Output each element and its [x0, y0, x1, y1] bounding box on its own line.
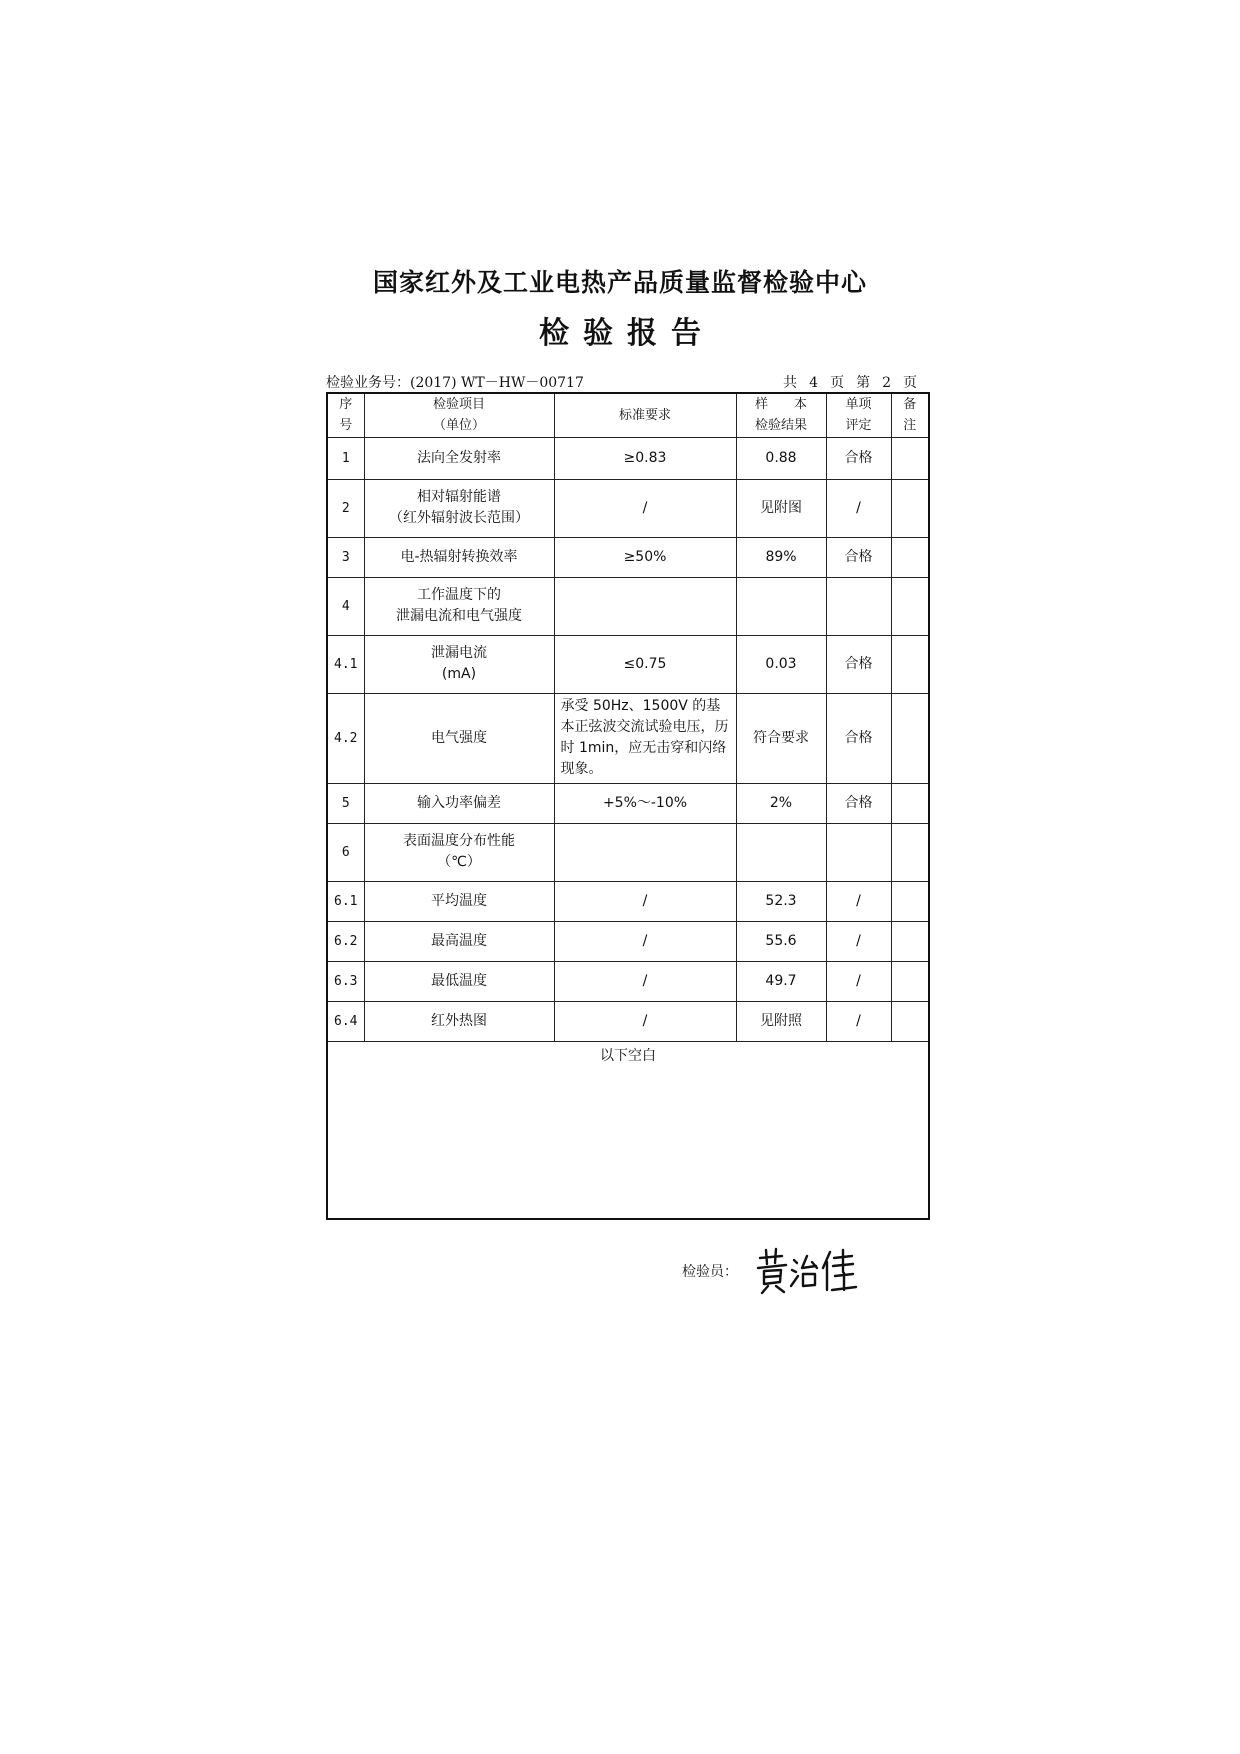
inspection-table — [326, 392, 930, 1220]
cell-remark — [891, 783, 929, 823]
current-page: 2 — [882, 375, 891, 391]
inspector-label: 检验员： — [682, 1264, 738, 1280]
header-standard: 标准要求 — [554, 393, 736, 437]
cell-item — [364, 961, 554, 1001]
cell-verdict: / — [826, 1001, 891, 1041]
current-prefix: 第 — [856, 375, 871, 391]
page-word-2: 页 — [903, 375, 917, 391]
item-name: 相对辐射能谱 — [417, 489, 501, 505]
cell-seq: 1 — [327, 437, 364, 479]
item-unit: 泄漏电流和电气强度 — [396, 608, 522, 624]
item-name: 工作温度下的 — [417, 587, 501, 603]
cell-item — [364, 693, 554, 783]
cell-verdict: 合格 — [826, 635, 891, 693]
item-name: 表面温度分布性能 — [403, 833, 515, 849]
table-row — [327, 823, 929, 881]
cell-result: 符合要求 — [736, 693, 826, 783]
cell-verdict: / — [826, 921, 891, 961]
cell-verdict: 合格 — [826, 783, 891, 823]
task-number-label: 检验业务号： — [326, 375, 410, 391]
cell-result: 52.3 — [736, 881, 826, 921]
cell-remark — [891, 437, 929, 479]
table-row — [327, 693, 929, 783]
item-name: 泄漏电流 — [431, 645, 487, 661]
cell-result: 89% — [736, 537, 826, 577]
cell-verdict: / — [826, 479, 891, 537]
cell-item — [364, 881, 554, 921]
cell-standard: ≥50% — [554, 537, 736, 577]
cell-item — [364, 437, 554, 479]
cell-standard: / — [554, 921, 736, 961]
cell-seq: 6.1 — [327, 881, 364, 921]
cell-result: 0.03 — [736, 635, 826, 693]
cell-seq: 6 — [327, 823, 364, 881]
cell-item — [364, 1001, 554, 1041]
inspector-signature-block — [682, 1246, 882, 1296]
cell-standard: 承受 50Hz、1500V 的基本正弦波交流试验电压，历时 1min，应无击穿和闪络现象。 — [554, 693, 736, 783]
table-row — [327, 783, 929, 823]
header-result: 样 本 检验结果 — [736, 393, 826, 437]
page-indicator — [777, 372, 923, 392]
item-unit: (mA) — [441, 666, 477, 682]
cell-seq: 4.1 — [327, 635, 364, 693]
cell-item — [364, 921, 554, 961]
cell-item — [364, 479, 554, 537]
header-seq: 序 号 — [327, 393, 364, 437]
cell-seq: 2 — [327, 479, 364, 537]
cell-standard: / — [554, 479, 736, 537]
cell-seq: 6.3 — [327, 961, 364, 1001]
cell-remark — [891, 635, 929, 693]
cell-standard — [554, 577, 736, 635]
cell-verdict: 合格 — [826, 693, 891, 783]
cell-result: 见附照 — [736, 1001, 826, 1041]
document-title: 检验报告 — [539, 316, 715, 351]
cell-seq: 3 — [327, 537, 364, 577]
handwritten-signature — [752, 1246, 862, 1296]
table-row — [327, 1001, 929, 1041]
item-name: 红外热图 — [431, 1012, 487, 1029]
item-name: 平均温度 — [431, 892, 487, 909]
item-name: 最低温度 — [431, 972, 487, 989]
cell-standard — [554, 823, 736, 881]
cell-seq: 6.4 — [327, 1001, 364, 1041]
table-header-row — [327, 393, 929, 437]
item-unit: （红外辐射波长范围） — [389, 510, 529, 526]
header-remark: 备 注 — [891, 393, 929, 437]
table-row — [327, 881, 929, 921]
cell-standard: ≥0.83 — [554, 437, 736, 479]
table-row — [327, 479, 929, 537]
table-row — [327, 577, 929, 635]
cell-result: 0.88 — [736, 437, 826, 479]
cell-standard: / — [554, 1001, 736, 1041]
cell-remark — [891, 577, 929, 635]
blank-area — [327, 1041, 929, 1219]
cell-seq: 6.2 — [327, 921, 364, 961]
cell-remark — [891, 479, 929, 537]
cell-item — [364, 577, 554, 635]
item-unit: （℃） — [437, 854, 481, 870]
table-row — [327, 961, 929, 1001]
cell-standard: ≤0.75 — [554, 635, 736, 693]
cell-item — [364, 537, 554, 577]
cell-result: 49.7 — [736, 961, 826, 1001]
cell-result: 2% — [736, 783, 826, 823]
task-number — [326, 372, 584, 392]
cell-remark — [891, 693, 929, 783]
cell-result — [736, 577, 826, 635]
item-name: 电-热辐射转换效率 — [400, 548, 518, 565]
cell-item — [364, 823, 554, 881]
blank-note: 以下空白 — [600, 1047, 656, 1064]
cell-verdict: / — [826, 881, 891, 921]
item-name: 输入功率偏差 — [417, 794, 501, 811]
page-word: 页 — [830, 375, 845, 391]
total-prefix: 共 — [783, 375, 798, 391]
cell-standard: +5%～-10% — [554, 783, 736, 823]
blank-row — [327, 1041, 929, 1219]
item-name: 最高温度 — [431, 932, 487, 949]
header-verdict: 单项 评定 — [826, 393, 891, 437]
cell-seq: 4.2 — [327, 693, 364, 783]
header-item: 检验项目 （单位） — [364, 393, 554, 437]
cell-remark — [891, 1001, 929, 1041]
item-name: 电气强度 — [431, 729, 487, 746]
cell-remark — [891, 961, 929, 1001]
table-row — [327, 921, 929, 961]
cell-result: 55.6 — [736, 921, 826, 961]
table-row — [327, 437, 929, 479]
table-row — [327, 537, 929, 577]
cell-verdict — [826, 823, 891, 881]
cell-seq: 4 — [327, 577, 364, 635]
cell-result — [736, 823, 826, 881]
cell-remark — [891, 921, 929, 961]
total-pages: 4 — [809, 375, 819, 391]
cell-item — [364, 635, 554, 693]
cell-verdict: 合格 — [826, 437, 891, 479]
cell-item — [364, 783, 554, 823]
item-name: 法向全发射率 — [417, 449, 501, 466]
report-header-line — [326, 372, 927, 392]
cell-verdict — [826, 577, 891, 635]
cell-standard: / — [554, 881, 736, 921]
table-row — [327, 635, 929, 693]
cell-verdict: / — [826, 961, 891, 1001]
cell-verdict: 合格 — [826, 537, 891, 577]
cell-standard: / — [554, 961, 736, 1001]
cell-remark — [891, 823, 929, 881]
cell-seq: 5 — [327, 783, 364, 823]
organization-title: 国家红外及工业电热产品质量监督检验中心 — [372, 268, 867, 297]
cell-result: 见附图 — [736, 479, 826, 537]
cell-remark — [891, 537, 929, 577]
task-number-value: (2017) WT－HW－00717 — [410, 375, 584, 391]
cell-remark — [891, 881, 929, 921]
